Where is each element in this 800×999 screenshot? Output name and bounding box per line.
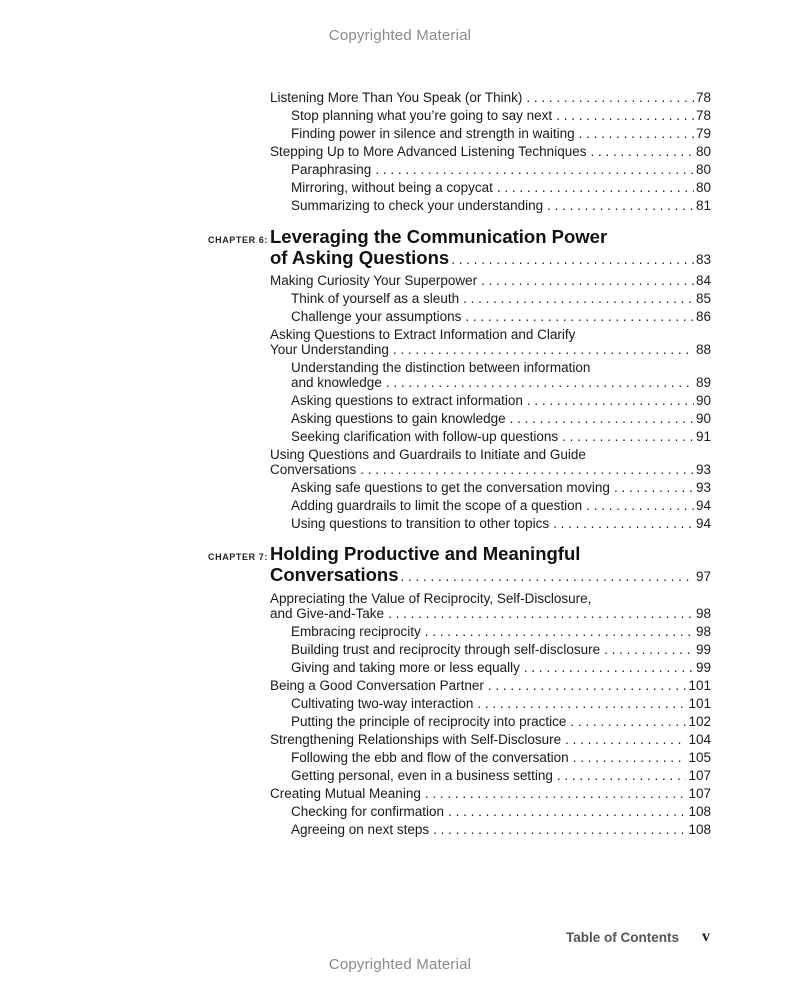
toc-entry-page: 80	[695, 144, 711, 159]
leader-dots	[360, 462, 694, 477]
leader-dots	[401, 569, 694, 584]
copyright-watermark-top: Copyrighted Material	[328, 27, 472, 44]
toc-entry-label: Stop planning what you’re going to say next	[291, 108, 553, 123]
chapter-7-page: 97	[695, 569, 711, 584]
toc-entry-section[interactable]	[270, 606, 711, 621]
toc-entry-label: Checking for confirmation	[291, 804, 445, 819]
leader-dots	[526, 90, 694, 105]
toc-entry-subsection[interactable]	[291, 291, 711, 306]
chapter-7-label: CHAPTER 7:	[208, 552, 269, 562]
leader-dots	[386, 375, 694, 390]
toc-entry-page: 107	[688, 768, 711, 783]
toc-entry-subsection[interactable]	[291, 126, 711, 141]
toc-entry-wrapline[interactable]: Using Questions and Guardrails to Initiate and Guide	[270, 447, 586, 462]
toc-entry-section[interactable]	[270, 678, 711, 693]
toc-entry-label: Paraphrasing	[291, 162, 372, 177]
toc-entry-page: 108	[688, 804, 711, 819]
leader-dots	[579, 126, 694, 141]
footer-section-label: Table of Contents	[566, 930, 679, 945]
chapter-6-title-line1[interactable]: Leveraging the Communication Power	[270, 226, 608, 247]
toc-entry-page: 81	[695, 198, 711, 213]
chapter-6-page: 83	[695, 252, 711, 267]
leader-dots	[553, 516, 694, 531]
toc-entry-page: 94	[695, 516, 711, 531]
toc-entry-subsection[interactable]	[291, 162, 711, 177]
chapter-7-title-line1[interactable]: Holding Productive and Meaningful	[270, 543, 581, 564]
toc-entry-subsection[interactable]	[291, 624, 711, 639]
toc-entry-page: 84	[695, 273, 711, 288]
toc-entry-label: Getting personal, even in a business setting	[291, 768, 553, 783]
toc-entry-page: 89	[695, 375, 711, 390]
leader-dots	[425, 624, 694, 639]
toc-entry-page: 101	[688, 678, 711, 693]
toc-entry-page: 99	[695, 660, 711, 675]
toc-entry-page: 79	[695, 126, 711, 141]
toc-entry-page: 102	[688, 714, 711, 729]
leader-dots	[433, 822, 686, 837]
chapter-6-label: CHAPTER 6:	[208, 235, 269, 245]
toc-entry-page: 85	[695, 291, 711, 306]
toc-entry-subsection[interactable]	[291, 411, 711, 426]
toc-entry-page: 78	[695, 108, 711, 123]
toc-entry-label: Strengthening Relationships with Self-Disclosure	[270, 732, 562, 747]
leader-dots	[547, 198, 694, 213]
toc-entry-section[interactable]	[270, 786, 711, 801]
leader-dots	[556, 108, 694, 123]
leader-dots	[393, 342, 694, 357]
toc-entry-subsection[interactable]	[291, 498, 711, 513]
toc-entry-label: Adding guardrails to limit the scope of a question	[291, 498, 583, 513]
toc-entry-page: 108	[688, 822, 711, 837]
leader-dots	[451, 252, 694, 267]
toc-entry-page: 90	[695, 411, 711, 426]
toc-entry-page: 80	[695, 180, 711, 195]
toc-entry-label: Being a Good Conversation Partner	[270, 678, 484, 693]
leader-dots	[586, 498, 694, 513]
toc-entry-label: Creating Mutual Meaning	[270, 786, 421, 801]
toc-entry-subsection[interactable]	[291, 375, 711, 390]
toc-entry-label: Building trust and reciprocity through self-disclosure	[291, 642, 601, 657]
toc-entry-subsection[interactable]	[291, 393, 711, 408]
toc-entry-subsection[interactable]	[291, 642, 711, 657]
leader-dots	[590, 144, 694, 159]
toc-entry-page: 101	[688, 696, 711, 711]
leader-dots	[565, 732, 686, 747]
toc-entry-label: Following the ebb and flow of the conversation	[291, 750, 569, 765]
toc-entry-page: 91	[695, 429, 711, 444]
chapter-7-title-line2: Conversations	[270, 564, 399, 585]
toc-entry-label: Making Curiosity Your Superpower	[270, 273, 478, 288]
leader-dots	[527, 393, 694, 408]
toc-entry-subsection[interactable]	[291, 198, 711, 213]
toc-entry-label: Challenge your assumptions	[291, 309, 462, 324]
toc-entry-subsection[interactable]	[291, 750, 711, 765]
leader-dots	[562, 429, 694, 444]
toc-entry-subsection[interactable]	[291, 429, 711, 444]
toc-entry-page: 98	[695, 624, 711, 639]
toc-entry-label: Cultivating two-way interaction	[291, 696, 474, 711]
leader-dots	[604, 642, 694, 657]
toc-entry-section[interactable]	[270, 342, 711, 357]
toc-entry-section[interactable]	[270, 462, 711, 477]
toc-entry-label: Think of yourself as a sleuth	[291, 291, 460, 306]
toc-entry-label: Seeking clarification with follow-up questions	[291, 429, 559, 444]
toc-entry-label: Stepping Up to More Advanced Listening Techniques	[270, 144, 587, 159]
toc-entry-page: 93	[695, 480, 711, 495]
toc-entry-label: Conversations	[270, 462, 357, 477]
toc-entry-page: 80	[695, 162, 711, 177]
leader-dots	[510, 411, 694, 426]
toc-entry-section[interactable]	[270, 144, 711, 159]
toc-entry-label: Mirroring, without being a copycat	[291, 180, 493, 195]
leader-dots	[465, 309, 694, 324]
toc-entry-subsection[interactable]	[291, 804, 711, 819]
toc-entry-subsection[interactable]	[291, 480, 711, 495]
toc-entry-page: 99	[695, 642, 711, 657]
toc-entry-page: 94	[695, 498, 711, 513]
toc-entry-page: 107	[688, 786, 711, 801]
toc-entry-subsection[interactable]	[291, 822, 711, 837]
toc-entry-subsection[interactable]	[291, 108, 711, 123]
toc-entry-subsection[interactable]	[291, 714, 711, 729]
leader-dots	[448, 804, 686, 819]
toc-entry-label: and Give-and-Take	[270, 606, 385, 621]
toc-entry-subsection[interactable]	[291, 660, 711, 675]
toc-entry-wrapline[interactable]: Understanding the distinction between information	[291, 360, 591, 375]
toc-entry-label: Agreeing on next steps	[291, 822, 430, 837]
toc-entry-page: 86	[695, 309, 711, 324]
toc-entry-label: Asking questions to extract information	[291, 393, 523, 408]
leader-dots	[497, 180, 694, 195]
leader-dots	[524, 660, 694, 675]
leader-dots	[557, 768, 687, 783]
toc-entry-subsection[interactable]	[291, 309, 711, 324]
leader-dots	[481, 273, 694, 288]
toc-entry-label: Using questions to transition to other topics	[291, 516, 550, 531]
leader-dots	[425, 786, 687, 801]
toc-entry-label: Summarizing to check your understanding	[291, 198, 544, 213]
footer-page-numeral: v	[702, 928, 710, 945]
toc-entry-page: 93	[695, 462, 711, 477]
toc-entry-section[interactable]	[270, 90, 711, 105]
leader-dots	[477, 696, 686, 711]
toc-entry-page: 105	[688, 750, 711, 765]
toc-entry-label: Asking safe questions to get the conversation moving	[291, 480, 610, 495]
toc-entry-wrapline[interactable]: Asking Questions to Extract Information and Clarify	[270, 327, 576, 342]
toc-entry-label: Putting the principle of reciprocity into practice	[291, 714, 567, 729]
toc-entry-label: Finding power in silence and strength in waiting	[291, 126, 575, 141]
leader-dots	[375, 162, 694, 177]
toc-entry-subsection[interactable]	[291, 516, 711, 531]
copyright-watermark-bottom: Copyrighted Material	[328, 956, 472, 973]
toc-entry-subsection[interactable]	[291, 180, 711, 195]
toc-entry-subsection[interactable]	[291, 768, 711, 783]
toc-entry-label: Asking questions to gain knowledge	[291, 411, 506, 426]
toc-entry-page: 90	[695, 393, 711, 408]
toc-entry-page: 98	[695, 606, 711, 621]
toc-entry-page: 104	[688, 732, 711, 747]
leader-dots	[388, 606, 694, 621]
toc-entry-label: and knowledge	[291, 375, 382, 390]
chapter-6-title-line2: of Asking Questions	[270, 247, 450, 268]
chapter-6-title-row[interactable]	[270, 247, 711, 269]
toc-entry-section[interactable]	[270, 732, 711, 747]
toc-entry-page: 78	[695, 90, 711, 105]
leader-dots	[488, 678, 687, 693]
toc-entry-section[interactable]	[270, 273, 711, 288]
toc-entry-subsection[interactable]	[291, 696, 711, 711]
toc-entry-wrapline[interactable]: Appreciating the Value of Reciprocity, Self-Disclosure,	[270, 591, 592, 606]
leader-dots	[614, 480, 694, 495]
leader-dots	[570, 714, 686, 729]
leader-dots	[463, 291, 694, 306]
toc-entry-page: 88	[695, 342, 711, 357]
toc-entry-label: Your Understanding	[270, 342, 389, 357]
chapter-7-title-row[interactable]	[270, 564, 711, 586]
toc-entry-label: Giving and taking more or less equally	[291, 660, 520, 675]
toc-entry-label: Listening More Than You Speak (or Think)	[270, 90, 523, 105]
toc-entry-label: Embracing reciprocity	[291, 624, 421, 639]
leader-dots	[573, 750, 687, 765]
